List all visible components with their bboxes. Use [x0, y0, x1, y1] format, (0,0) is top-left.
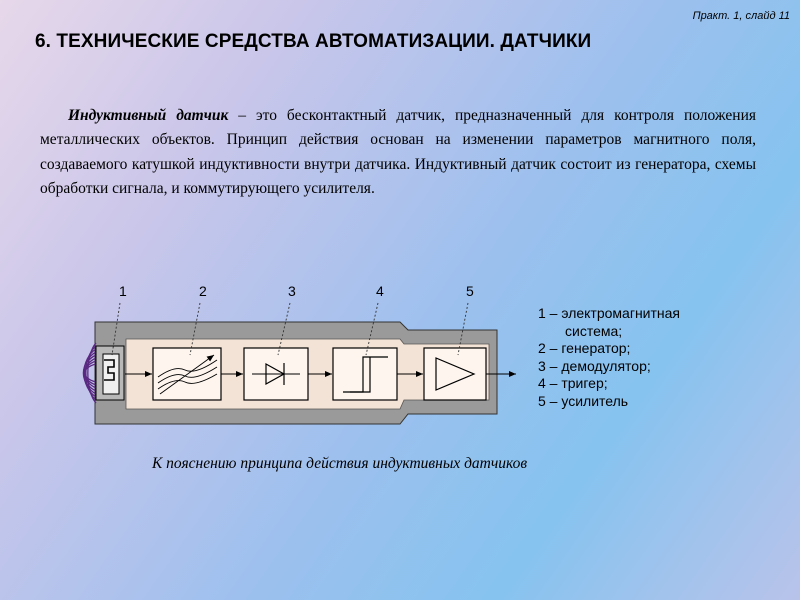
legend-item: 2 – генератор; — [538, 340, 631, 357]
block-number-5: 5 — [466, 283, 474, 299]
diagram-legend — [538, 305, 680, 411]
demodulator-block — [244, 348, 308, 400]
legend-item: 4 – тригер; — [538, 375, 608, 392]
term-inductive-sensor: Индуктивный датчик — [68, 107, 229, 124]
figure-caption: К пояснению принципа действия индуктивных датчиков — [152, 455, 528, 472]
block-number-3: 3 — [288, 283, 296, 299]
block-number-4: 4 — [376, 283, 384, 299]
legend-item: 5 – усилитель — [538, 392, 629, 409]
generator-block — [153, 348, 221, 400]
legend-item-continuation: система; — [565, 322, 623, 339]
slide-title: 6. ТЕХНИЧЕСКИЕ СРЕДСТВА АВТОМАТИЗАЦИИ. ДАТЧИКИ — [35, 31, 592, 52]
block-number-2: 2 — [199, 283, 207, 299]
slide-reference: Практ. 1, слайд 11 — [692, 10, 790, 22]
description-text: – это бесконтактный датчик, предназначенный для контроля положения металлических объектов. Принцип действия основан на изменении параметров магнитного поля, создаваемого катушкой индуктивности внутри датчика. Индуктивный датчик состоит из генератора, схемы обработки сигнала, и коммутирующего усилителя. — [40, 107, 756, 197]
trigger-block — [333, 348, 397, 400]
legend-item: 3 – демодулятор; — [538, 357, 651, 374]
coil-field-icon — [83, 343, 96, 403]
electromagnetic-system-block — [96, 346, 124, 400]
amplifier-block — [424, 348, 486, 400]
legend-item: 1 – электромагнитная — [538, 305, 680, 321]
block-number-1: 1 — [119, 283, 127, 299]
